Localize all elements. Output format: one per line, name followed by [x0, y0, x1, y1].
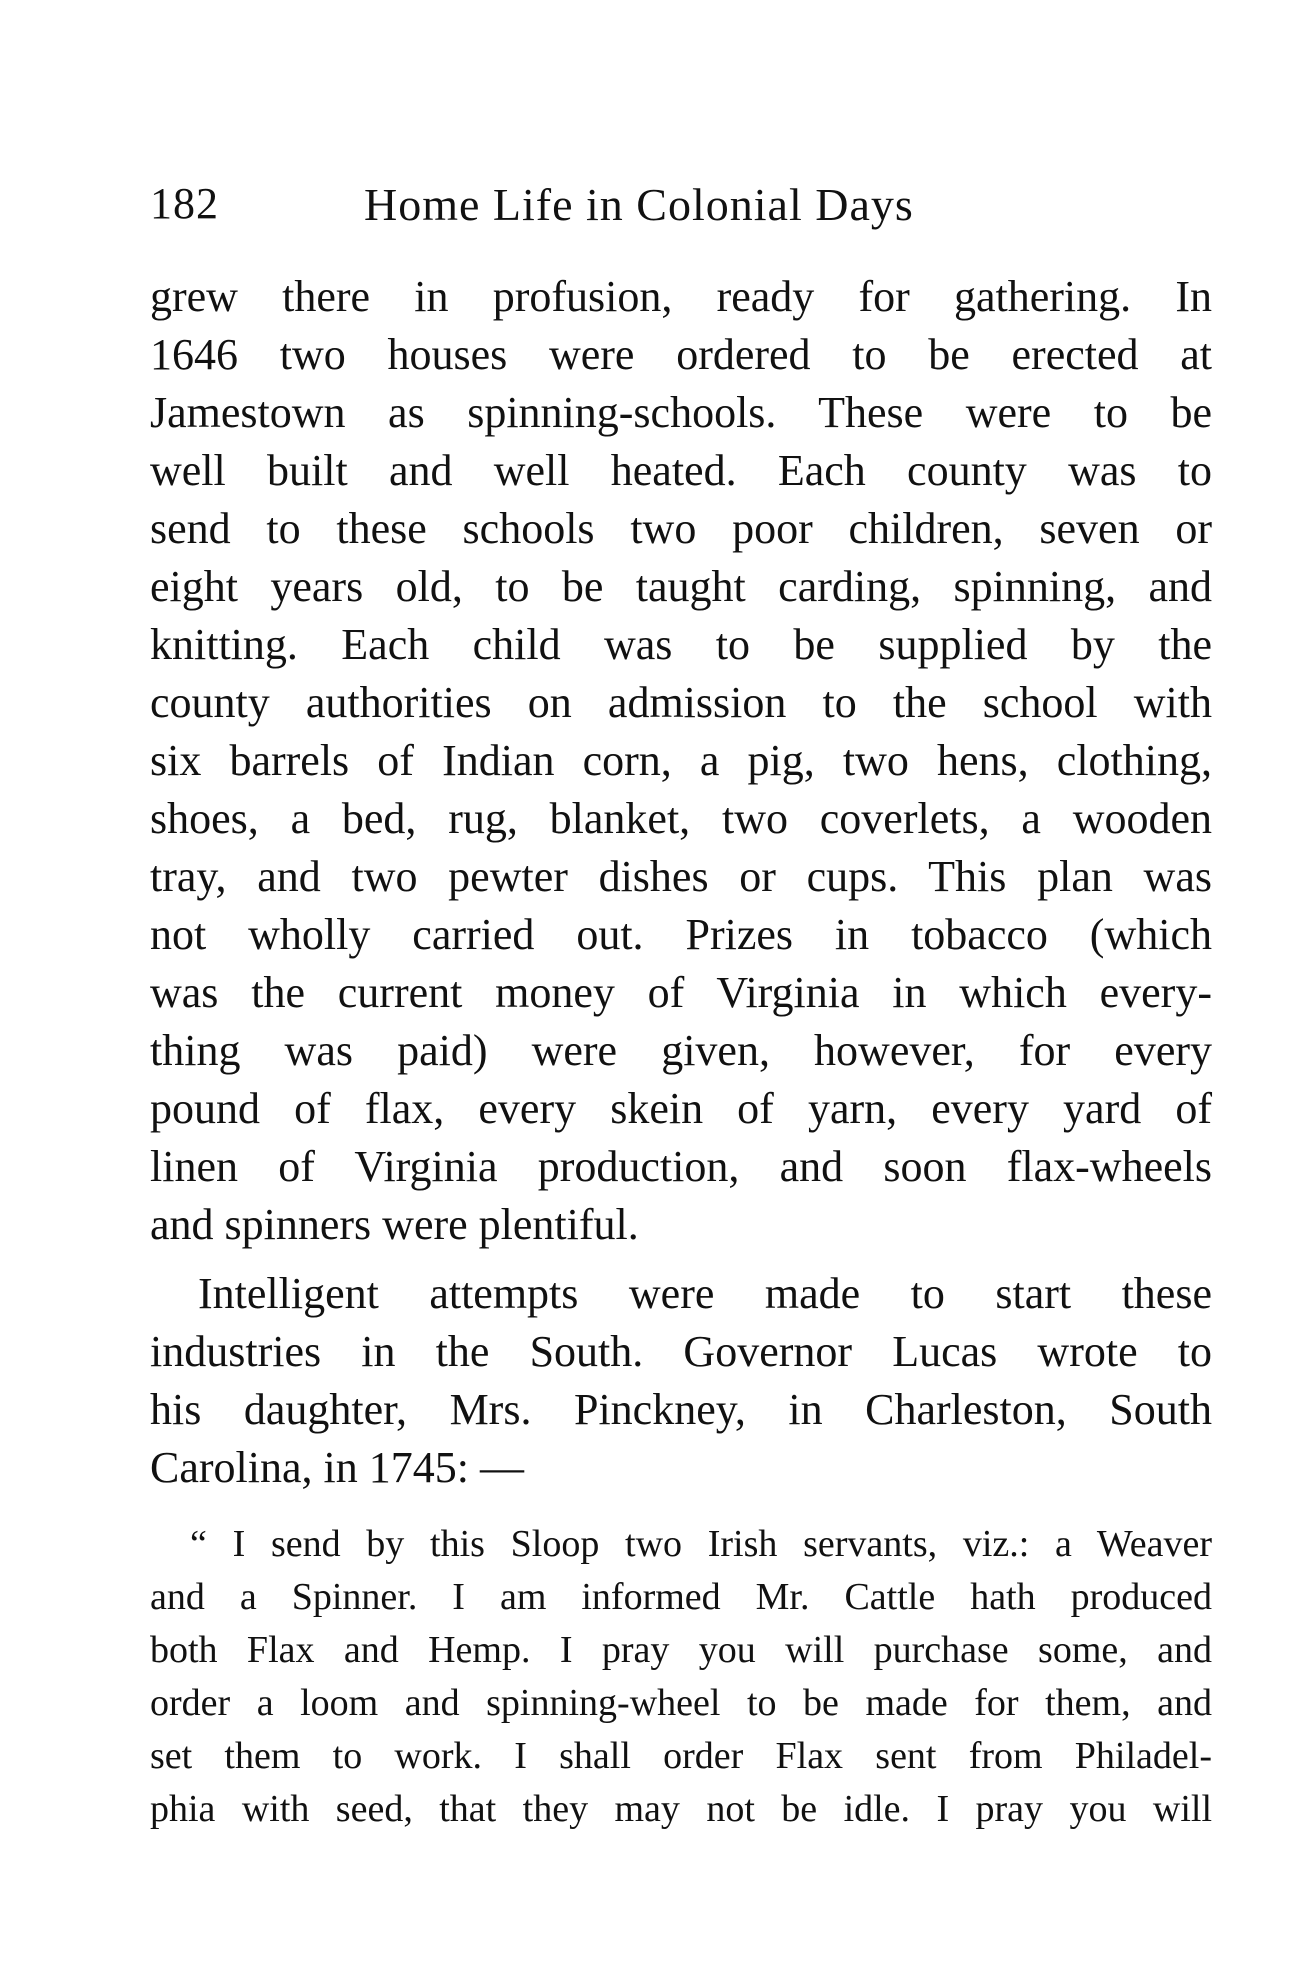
text-line: knitting. Each child was to be supplied by the: [150, 620, 1212, 669]
text-line: grew there in profusion, ready for gathering. In: [150, 272, 1212, 321]
page-header: [150, 178, 1210, 238]
text-line: thing was paid) were given, however, for every: [150, 1026, 1212, 1075]
quote-line: set them to work. I shall order Flax sent from Philadel-: [150, 1735, 1212, 1777]
text-line: not wholly carried out. Prizes in tobacco (which: [150, 910, 1212, 959]
text-line: eight years old, to be taught carding, spinning, and: [150, 562, 1212, 611]
running-title: Home Life in Colonial Days: [364, 179, 914, 230]
text-line: shoes, a bed, rug, blanket, two coverlets, a wooden: [150, 794, 1212, 843]
text-line: Jamestown as spinning-schools. These were to be: [150, 388, 1212, 437]
text-line: 1646 two houses were ordered to be erected at: [150, 330, 1212, 379]
text-line: tray, and two pewter dishes or cups. This plan was: [150, 852, 1212, 901]
paragraph-2: [150, 1265, 1212, 1497]
page-number: 182: [150, 179, 219, 228]
block-quote: [150, 1518, 1212, 1836]
paragraph-1: [150, 268, 1212, 1254]
text-line: pound of flax, every skein of yarn, every yard of: [150, 1084, 1212, 1133]
text-line: his daughter, Mrs. Pinckney, in Charleston, South: [150, 1385, 1212, 1434]
text-line: six barrels of Indian corn, a pig, two hens, clothing,: [150, 736, 1212, 785]
quote-line: phia with seed, that they may not be idle. I pray you will: [150, 1788, 1212, 1830]
quote-line: both Flax and Hemp. I pray you will purchase some, and: [150, 1629, 1212, 1671]
text-line: linen of Virginia production, and soon flax-wheels: [150, 1142, 1212, 1191]
text-line: and spinners were plentiful.: [150, 1200, 639, 1249]
quote-line: and a Spinner. I am informed Mr. Cattle hath produced: [150, 1576, 1212, 1618]
text-line: was the current money of Virginia in which every-: [150, 968, 1212, 1017]
text-line: industries in the South. Governor Lucas wrote to: [150, 1327, 1212, 1376]
text-line: Intelligent attempts were made to start these: [198, 1269, 1212, 1318]
text-line: well built and well heated. Each county was to: [150, 446, 1212, 495]
text-line: send to these schools two poor children, seven or: [150, 504, 1212, 553]
text-line: Carolina, in 1745: —: [150, 1443, 524, 1492]
text-line: county authorities on admission to the school with: [150, 678, 1212, 727]
quote-line: “ I send by this Sloop two Irish servants, viz.: a Weaver: [190, 1523, 1212, 1565]
quote-line: order a loom and spinning-wheel to be made for them, and: [150, 1682, 1212, 1724]
